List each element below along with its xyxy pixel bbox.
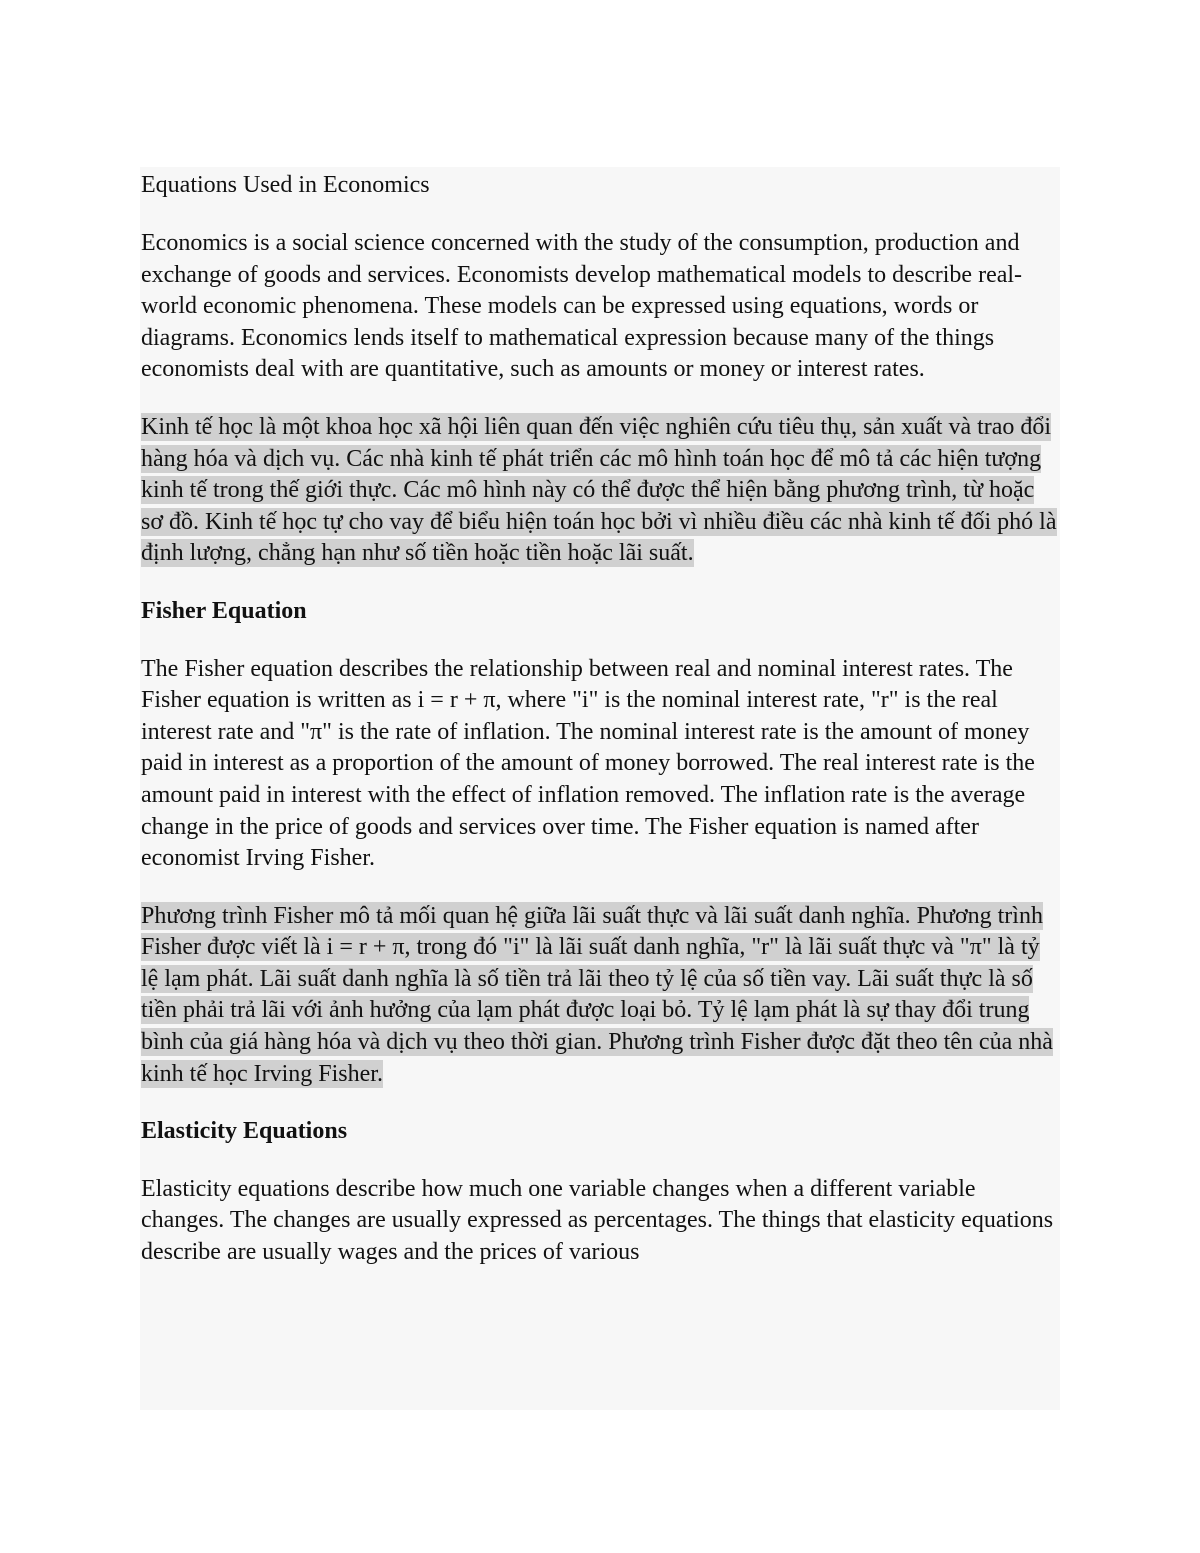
- fisher-paragraph-english: The Fisher equation describes the relationship between real and nominal interest rates. The Fisher equation is written as i = r + π, where "i" is the nominal interest rate, "r" is the real interest rate and "π" is the rate of inflation. The nominal interest rate is the amount of money paid in interest as a proportion of the amount of money borrowed. The real interest rate is the amount paid in interest with the effect of inflation removed. The inflation rate is the average change in the price of goods and services over time. The Fisher equation is named after economist Irving Fisher.: [141, 655, 1035, 872]
- elasticity-paragraph-english: Elasticity equations describe how much one variable changes when a different variable changes. The changes are usually expressed as percentages. The things that elasticity equations describe are usually wages and the prices of various: [141, 1175, 1054, 1266]
- section-heading-fisher: Fisher Equation: [141, 597, 307, 624]
- highlighted-text: Phương trình Fisher mô tả mối quan hệ giữa lãi suất thực và lãi suất danh nghĩa. Phương trình Fisher được viết là i = r + π, trong đó "i" là lãi suất danh nghĩa, "r" là lãi suất thực và "π" là tỷ lệ lạm phát. Lãi suất danh nghĩa là số tiền trả lãi theo tỷ lệ của số tiền vay. Lãi suất thực là số tiền phải trả lãi với ảnh hưởng của lạm phát được loại bỏ. Tỷ lệ lạm phát là sự thay đổi trung bình của giá hàng hóa và dịch vụ theo thời gian. Phương trình Fisher được đặt theo tên của nhà kinh tế học Irving Fisher.: [141, 902, 1053, 1087]
- intro-paragraph-english: Economics is a social science concerned with the study of the consumption, production and exchange of goods and services. Economists develop mathematical models to describe real-world economic phenomena. These models can be expressed using equations, words or diagrams. Economics lends itself to mathematical expression because many of the things economists deal with are quantitative, such as amounts or money or interest rates.: [141, 230, 1023, 383]
- section-heading-elasticity: Elasticity Equations: [141, 1118, 348, 1145]
- highlighted-text: Kinh tế học là một khoa học xã hội liên quan đến việc nghiên cứu tiêu thụ, sản xuất và trao đổi hàng hóa và dịch vụ. Các nhà kinh tế phát triển các mô hình toán học để mô tả các hiện tượng kinh tế trong thế giới thực. Các mô hình này có thể được thể hiện bằng phương trình, từ hoặc sơ đồ. Kinh tế học tự cho vay để biểu hiện toán học bởi vì nhiều điều các nhà kinh tế đối phó là định lượng, chẳng hạn như số tiền hoặc tiền hoặc lãi suất.: [141, 413, 1057, 567]
- document-body: [141, 170, 1061, 1269]
- intro-paragraph-vietnamese: [141, 412, 1061, 570]
- document-title: Equations Used in Economics: [141, 172, 430, 198]
- fisher-paragraph-vietnamese: [141, 901, 1061, 1091]
